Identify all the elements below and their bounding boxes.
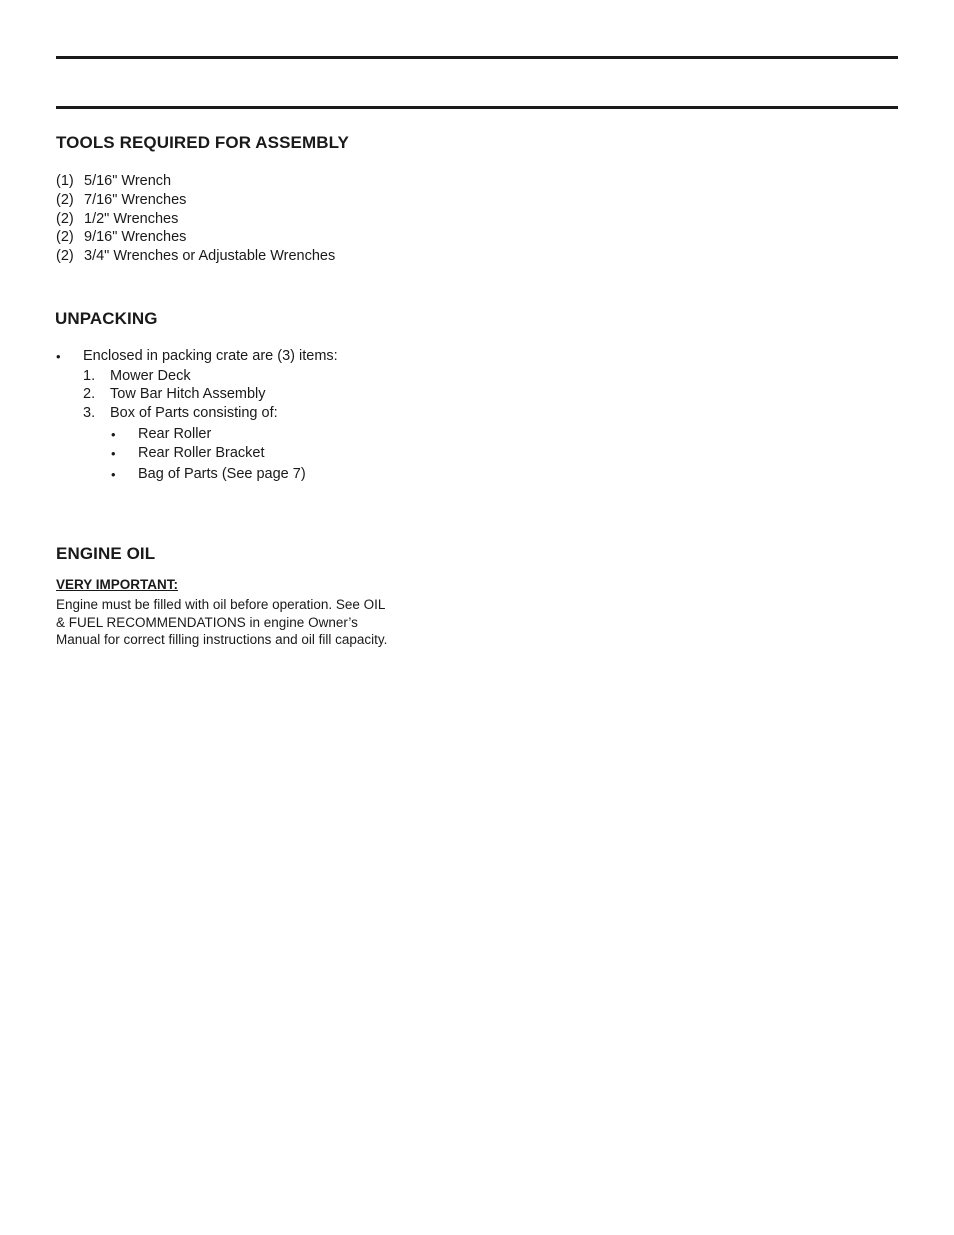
paragraph-line: & FUEL RECOMMENDATIONS in engine Owner’s [56,614,358,630]
paragraph-line: Manual for correct filling instructions and oil fill capacity. [56,632,388,647]
tool-name: 7/16" Wrenches [84,191,187,208]
tool-name: 9/16" Wrenches [84,229,187,246]
tool-quantity: (2) [56,191,74,208]
tool-name: 5/16" Wrench [84,173,172,189]
sub-list-item: Rear Roller Bracket [138,445,265,461]
list-item: Tow Bar Hitch Assembly [110,386,266,402]
item-number: 3. [83,405,96,421]
list-item [56,228,335,247]
bullet-icon: • [111,467,116,482]
list-item [56,172,335,191]
bullet-icon: • [111,427,116,442]
engine-oil-paragraph [56,596,456,649]
bullet-icon: • [56,349,61,364]
list-item [56,247,335,266]
tool-quantity: (2) [56,229,74,246]
list-item [56,191,335,210]
list-item [56,210,335,229]
tool-quantity: (2) [56,210,74,227]
tool-quantity: (2) [56,248,74,265]
tool-name: 1/2" Wrenches [84,210,179,227]
engine-oil-heading: ENGINE OIL [56,544,156,563]
bullet-icon: • [111,446,116,461]
sub-list-item: Rear Roller [138,426,212,442]
sub-list-item: Bag of Parts (See page 7) [138,466,306,482]
paragraph-line: Engine must be filled with oil before operation. See OIL [56,597,386,612]
tool-quantity: (1) [56,173,74,189]
tool-name: 3/4" Wrenches or Adjustable Wrenches [84,248,336,265]
tools-list [56,172,335,266]
unpacking-intro: Enclosed in packing crate are (3) items: [83,348,338,364]
item-number: 2. [83,386,96,402]
list-item: Mower Deck [110,368,191,384]
important-label: VERY IMPORTANT: [56,577,179,592]
tools-heading: TOOLS REQUIRED FOR ASSEMBLY [56,133,349,152]
item-number: 1. [83,368,96,384]
header-rule [56,106,898,109]
top-rule [56,56,898,59]
unpacking-heading: UNPACKING [55,309,158,328]
list-item: Box of Parts consisting of: [110,405,278,421]
